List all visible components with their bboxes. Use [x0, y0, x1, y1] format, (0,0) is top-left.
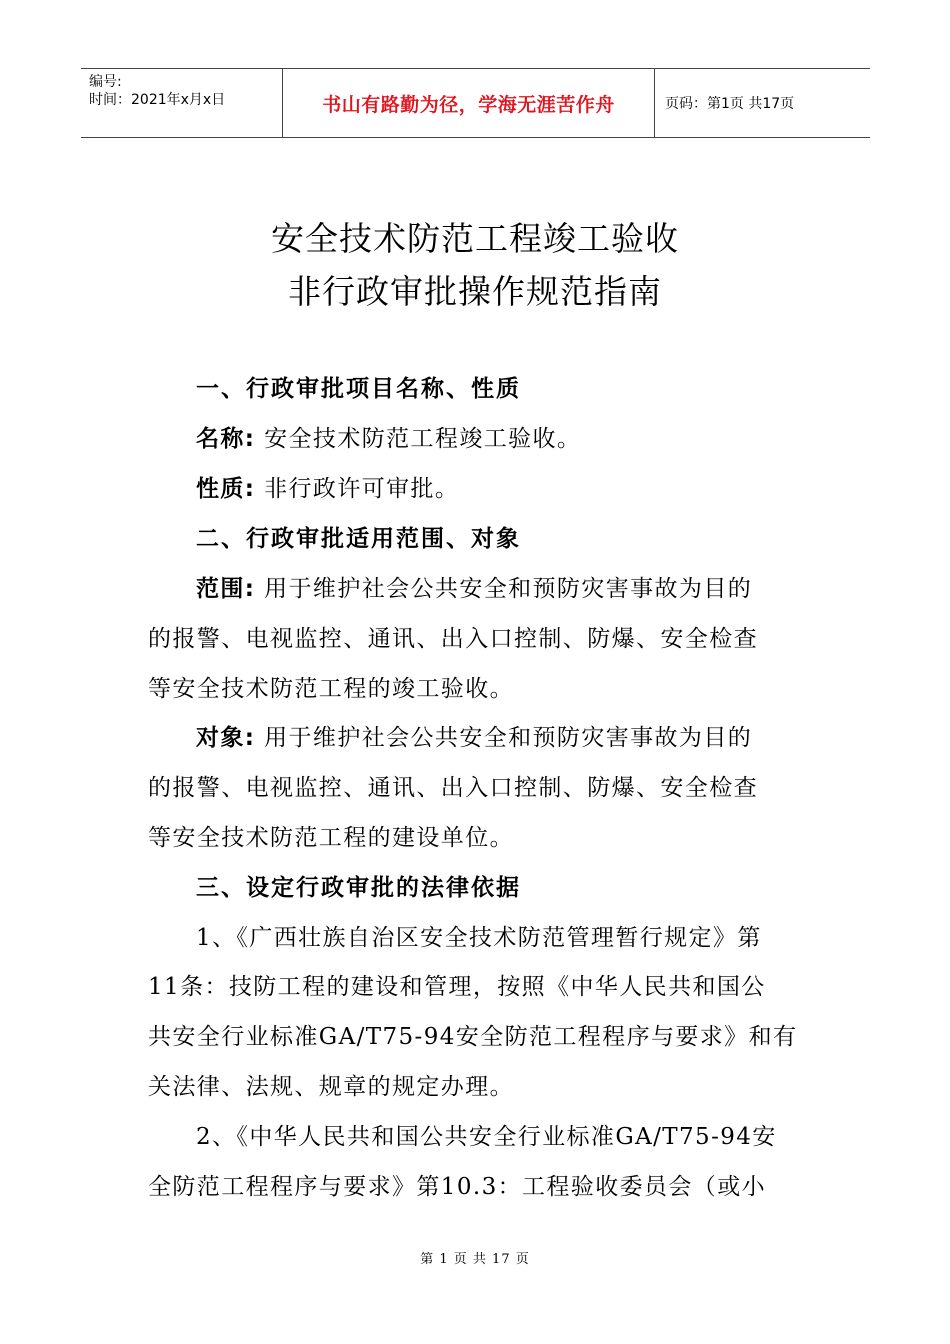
header-motto-cell: [283, 69, 655, 137]
law1-line-3: 共安全行业标准GA/T75-94安全防范工程程序与要求》和有: [148, 1024, 798, 1050]
object-line-2: 的报警、电视监控、通讯、出入口控制、防爆、安全检查: [148, 775, 758, 801]
scope-row: [196, 570, 752, 603]
nature-label: 性质:: [196, 476, 256, 502]
page-footer: 第 1 页 共 17 页: [420, 1252, 530, 1267]
name-value: 安全技术防范工程竣工验收。: [264, 426, 582, 452]
object-label: 对象:: [196, 725, 256, 751]
name-row: [196, 420, 581, 453]
law2-line-2: 全防范工程程序与要求》第10.3：工程验收委员会（或小: [148, 1174, 767, 1200]
document-title-line2: 非行政审批操作规范指南: [288, 272, 662, 311]
object-line-1: 用于维护社会公共安全和预防灾害事故为目的: [264, 725, 753, 751]
name-label: 名称:: [196, 426, 256, 452]
time-label: 时间：2021年x月x日: [89, 92, 226, 108]
nature-value: 非行政许可审批。: [264, 476, 460, 502]
scope-line-1: 用于维护社会公共安全和预防灾害事故为目的: [264, 576, 753, 602]
scope-line-2: 的报警、电视监控、通讯、出入口控制、防爆、安全检查: [148, 626, 758, 652]
law2-line-1: 2、《中华人民共和国公共安全行业标准GA/T75-94安: [196, 1124, 777, 1150]
section-heading-1: 一、行政审批项目名称、性质: [196, 376, 521, 402]
section-heading-3: 三、设定行政审批的法律依据: [196, 875, 521, 901]
scope-line-3: 等安全技术防范工程的竣工验收。: [148, 676, 514, 702]
section-heading-2: 二、行政审批适用范围、对象: [196, 526, 521, 552]
nature-row: [196, 470, 459, 503]
scope-label: 范围:: [196, 576, 256, 602]
law1-line-2: 11条：技防工程的建设和管理，按照《中华人民共和国公: [148, 974, 766, 1000]
header-page-info: 页码：第1页 共17页: [665, 96, 795, 112]
law1-line-4: 关法律、法规、规章的规定办理。: [148, 1074, 514, 1100]
object-line-3: 等安全技术防范工程的建设单位。: [148, 825, 514, 851]
law1-line-1: 1、《广西壮族自治区安全技术防范管理暂行规定》第: [196, 925, 762, 951]
document-title-line1: 安全技术防范工程竣工验收: [271, 219, 679, 258]
object-row: [196, 719, 752, 752]
page-header: [81, 68, 870, 138]
header-meta: [81, 69, 283, 137]
header-motto: 书山有路勤为径，学海无涯苦作舟: [322, 93, 615, 116]
number-label: 编号:: [89, 74, 122, 90]
